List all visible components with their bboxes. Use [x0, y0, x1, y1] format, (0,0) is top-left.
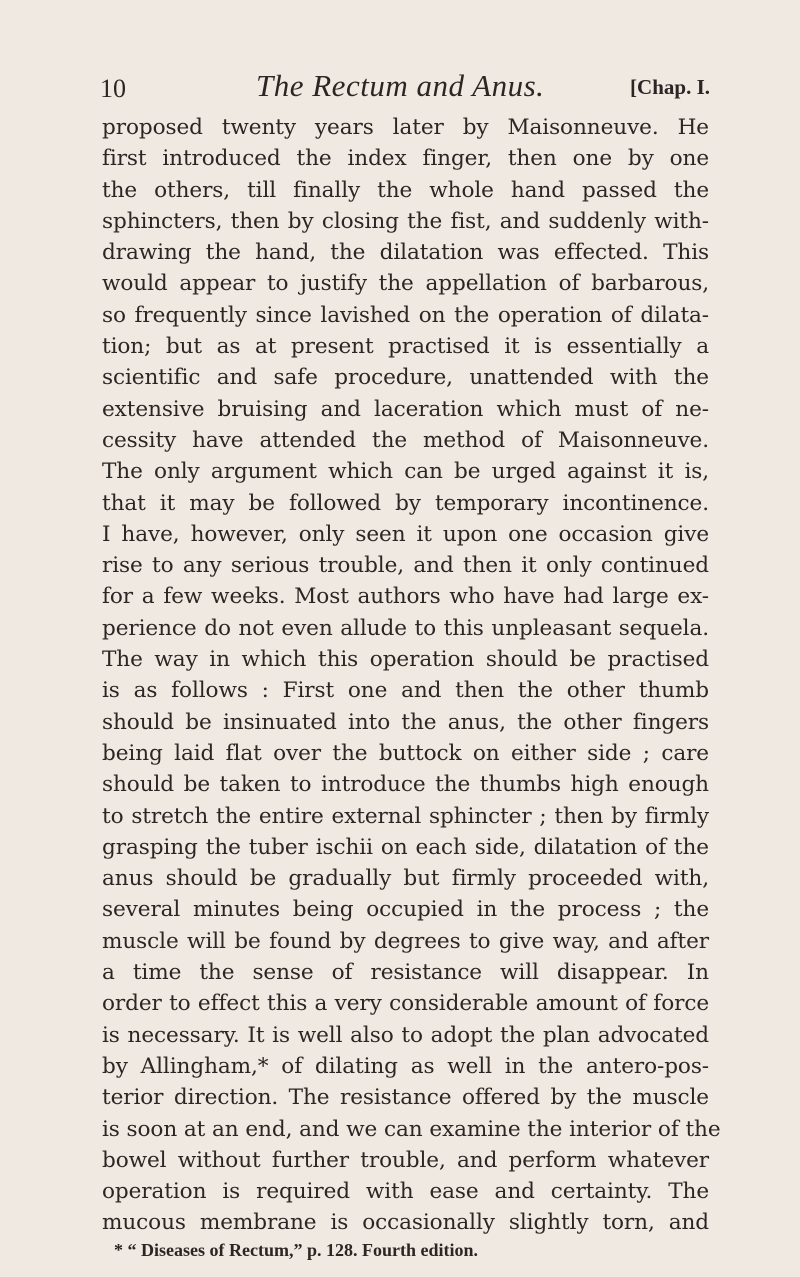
text-line: grasping the tuber ischii on each side, dilatation of the — [102, 834, 709, 860]
text-line: first introduced the index finger, then one by one — [102, 146, 709, 172]
text-line: drawing the hand, the dilatation was effected. This — [102, 240, 709, 266]
running-title: The Rectum and Anus. — [256, 68, 545, 103]
text-line: rise to any serious trouble, and then it only continued — [102, 553, 709, 579]
text-line: would appear to justify the appellation of barbarous, — [102, 271, 709, 297]
text-line: I have, however, only seen it upon one occasion give — [102, 521, 709, 547]
footnote: * “ Diseases of Rectum,” p. 128. Fourth edition. — [114, 1240, 478, 1260]
text-line: The only argument which can be urged against it is, — [102, 459, 709, 485]
body-text — [102, 112, 721, 1239]
text-line: for a few weeks. Most authors who have had large ex- — [102, 584, 709, 610]
text-line: scientific and safe procedure, unattended with the — [102, 365, 709, 391]
text-line: several minutes being occupied in the process ; the — [102, 897, 709, 923]
text-line: a time the sense of resistance will disappear. In — [102, 960, 709, 986]
text-line: should be insinuated into the anus, the other fingers — [102, 709, 709, 735]
text-line: proposed twenty years later by Maisonneuve. He — [102, 115, 709, 140]
text-line: extensive bruising and laceration which must of ne- — [102, 396, 709, 422]
text-line: order to effect this a very considerable amount of force — [102, 991, 709, 1017]
text-line: the others, till finally the whole hand passed the — [102, 177, 709, 203]
text-line: tion; but as at present practised it is essentially a — [102, 334, 709, 360]
text-line: muscle will be found by degrees to give way, and after — [102, 928, 709, 954]
text-line: terior direction. The resistance offered by the muscle — [102, 1085, 709, 1111]
text-line: operation is required with ease and certainty. The — [102, 1179, 709, 1205]
text-line: cessity have attended the method of Maisonneuve. — [102, 427, 709, 453]
running-header — [100, 68, 710, 108]
text-line: by Allingham,* of dilating as well in the antero-pos- — [102, 1053, 709, 1079]
page-number: 10 — [100, 74, 126, 103]
chapter-label: [Chap. I. — [630, 75, 710, 99]
text-line: mucous membrane is occasionally slightly torn, and — [102, 1210, 709, 1236]
text-line: that it may be followed by temporary incontinence. — [102, 490, 709, 516]
text-line: being laid flat over the buttock on either side ; care — [102, 740, 709, 766]
text-line: to stretch the entire external sphincter ; then by firmly — [102, 803, 709, 829]
text-line: is soon at an end, and we can examine the interior of the — [102, 1116, 721, 1142]
text-line: so frequently since lavished on the operation of dilata- — [102, 302, 709, 328]
text-line: The way in which this operation should be practised — [102, 647, 709, 673]
text-line: is as follows : First one and then the other thumb — [102, 678, 709, 704]
text-line: is necessary. It is well also to adopt the plan advocated — [102, 1022, 709, 1048]
text-line: should be taken to introduce the thumbs high enough — [102, 772, 709, 798]
text-line: anus should be gradually but firmly proceeded with, — [102, 866, 709, 892]
text-line: sphincters, then by closing the fist, and suddenly with- — [102, 208, 709, 234]
text-line: bowel without further trouble, and perform whatever — [102, 1147, 709, 1173]
text-line: perience do not even allude to this unpleasant sequela. — [102, 615, 709, 641]
